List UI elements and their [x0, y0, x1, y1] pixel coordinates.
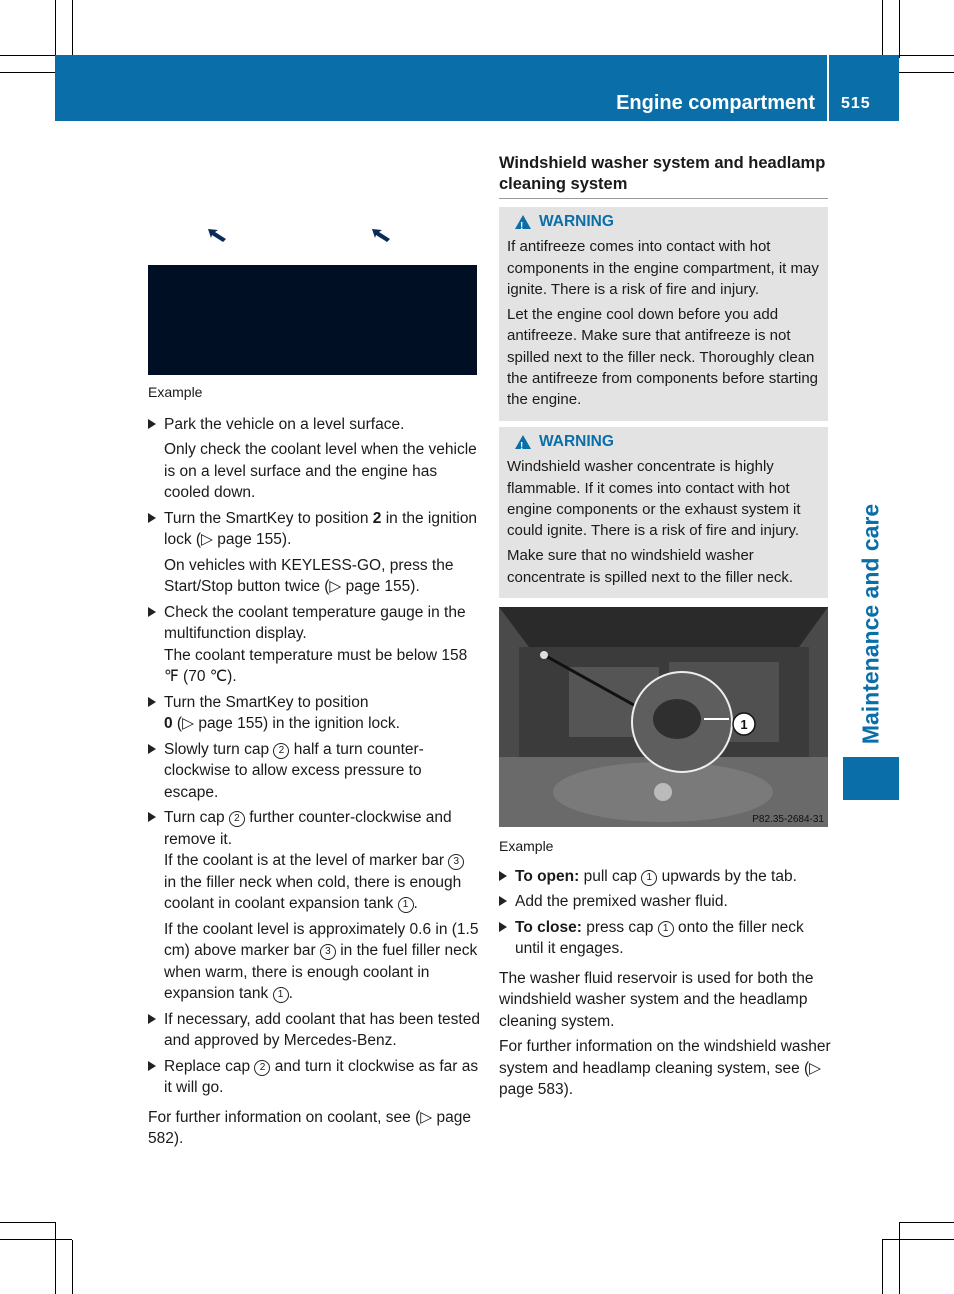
crop-mark [882, 1240, 883, 1294]
body-paragraph: The washer fluid reservoir is used for both the windshield washer system and the headlamp cleaning system. [499, 969, 814, 1030]
crop-mark [899, 0, 900, 58]
bullet-triangle-icon [148, 744, 156, 754]
right-column [499, 838, 831, 1105]
bullet-triangle-icon [148, 1061, 156, 1071]
section-title: Engine compartment [616, 92, 815, 114]
crop-mark [899, 1222, 900, 1294]
step-text: Add the premixed washer fluid. [515, 893, 728, 910]
bullet-triangle-icon [148, 419, 156, 429]
image-caption: Example [499, 838, 554, 854]
warning-triangle-icon [515, 435, 531, 449]
callout-marker: 1 [273, 987, 289, 1003]
engine-illustration [499, 607, 828, 827]
instruction-step [148, 692, 480, 735]
step-text: (▷ page 155) in the ignition lock. [172, 715, 400, 732]
step-note: in the filler neck when cold, there is enough coolant in coolant expansion tank [164, 873, 462, 912]
crop-mark [0, 55, 55, 56]
warning-title [507, 211, 820, 232]
warning-text: If antifreeze comes into contact with hot components in the engine compartment, it may ignite. There is a risk of fire and injury. [507, 238, 819, 298]
crop-mark [899, 55, 954, 56]
page-header [55, 55, 899, 121]
footer-reference: For further information on coolant, see (▷ page 582). [148, 1108, 471, 1147]
callout-marker: 1 [398, 897, 414, 913]
step-text: in the ignition lock (▷ page 155). [164, 509, 478, 548]
section-heading: Windshield washer system and headlamp cleaning system [499, 153, 828, 199]
step-note: On vehicles with KEYLESS-GO, press the Start/Stop button twice (▷ page 155). [164, 556, 454, 595]
step-note: If the coolant is at the level of marker bar [164, 852, 449, 869]
bullet-triangle-icon [499, 922, 507, 932]
step-text: press cap [581, 918, 658, 936]
image-caption: Example [148, 384, 203, 400]
step-text: pull cap [579, 867, 642, 885]
image-callout: 1 [740, 717, 748, 732]
warning-title [507, 431, 820, 452]
crop-mark [882, 0, 883, 55]
callout-marker: 3 [448, 854, 464, 870]
instruction-step [148, 807, 480, 915]
bullet-triangle-icon [499, 896, 507, 906]
instruction-step [148, 508, 480, 551]
step-text: and turn it clockwise as far as it will go. [164, 1057, 479, 1096]
chapter-side-label: Maintenance and care [857, 503, 884, 745]
arrow-icon [205, 226, 229, 246]
image-reference-label: P82.35-2684-31 [752, 814, 824, 825]
crop-mark [882, 1239, 954, 1240]
warning-triangle-icon [515, 215, 531, 229]
step-text: Replace cap [164, 1057, 255, 1075]
bullet-triangle-icon [148, 1014, 156, 1024]
instruction-step [148, 1056, 480, 1099]
instruction-step [148, 1009, 480, 1052]
chapter-tab [843, 757, 899, 800]
step-note [148, 919, 480, 1005]
step-text: Turn the SmartKey to position [164, 693, 369, 711]
callout-marker: 2 [229, 811, 245, 827]
warning-label: WARNING [539, 433, 614, 450]
crop-mark [72, 1240, 73, 1294]
bullet-triangle-icon [148, 513, 156, 523]
step-label: To close: [515, 918, 582, 936]
crop-mark [899, 72, 954, 73]
instruction-step [148, 602, 480, 688]
crop-mark [0, 72, 55, 73]
step-note: If the coolant level is approximately 0.6 in (1.5 cm) above marker bar [164, 920, 479, 959]
step-text: Turn the SmartKey to position [164, 509, 373, 527]
engine-compartment-photo [499, 607, 828, 827]
callout-marker: 2 [273, 743, 289, 759]
crop-mark [55, 0, 56, 58]
instruction-step [499, 917, 831, 960]
callout-marker: 1 [641, 870, 657, 886]
step-text: Turn cap [164, 809, 229, 826]
crop-mark [899, 1222, 954, 1223]
bullet-triangle-icon [148, 812, 156, 822]
arrow-icon [369, 226, 393, 246]
instruction-step [499, 891, 831, 913]
callout-marker: 3 [320, 944, 336, 960]
step-text: Check the coolant temperature gauge in the multifunction display. [164, 603, 466, 642]
callout-marker: 1 [658, 921, 674, 937]
position-value: 2 [372, 509, 382, 527]
instruction-step [148, 739, 480, 804]
step-text: Park the vehicle on a level surface. [164, 415, 405, 433]
warning-text: Let the engine cool down before you add antifreeze. Make sure that antifreeze is not spilled next to the filler neck. Thoroughly clean the antifreeze from components before starting the engine. [507, 306, 819, 409]
warning-text: Make sure that no windshield washer concentrate is spilled next to the filler neck. [507, 547, 793, 586]
bullet-triangle-icon [148, 697, 156, 707]
position-value: 0 [164, 715, 173, 732]
body-paragraph: For further information on the windshield washer system and headlamp cleaning system, see (▷ page 583). [499, 1038, 831, 1098]
step-note: . [288, 985, 293, 1002]
warning-box [499, 427, 828, 598]
step-note: . [413, 895, 418, 912]
crop-mark [72, 0, 73, 55]
step-text: upwards by the tab. [657, 867, 797, 885]
crop-mark [0, 1222, 55, 1223]
step-label: To open: [515, 867, 580, 885]
page-number: 515 [841, 95, 871, 112]
warning-box [499, 207, 828, 421]
coolant-tank-image [148, 265, 477, 375]
instruction-step [499, 866, 831, 888]
left-column [148, 384, 480, 1154]
crop-mark [55, 1222, 56, 1294]
step-text: If necessary, add coolant that has been tested and approved by Mercedes-Benz. [164, 1010, 480, 1049]
step-text: Slowly turn cap [164, 740, 274, 758]
warning-text: Windshield washer concentrate is highly flammable. If it comes into contact with hot engine components or the exhaust system it could ignite. There is a risk of fire and injury. [507, 458, 801, 540]
step-text: half a turn counter-clockwise to allow excess pressure to escape. [164, 740, 424, 801]
callout-marker: 2 [254, 1060, 270, 1076]
header-divider [827, 55, 829, 121]
bullet-triangle-icon [499, 871, 507, 881]
step-text: onto the filler neck until it engages. [515, 918, 804, 957]
step-text: The coolant temperature must be below 158 ℉ (70 ℃). [164, 646, 468, 685]
warning-label: WARNING [539, 213, 614, 230]
instruction-step [148, 414, 480, 436]
step-note: in the fuel filler neck when warm, there is enough coolant in expansion tank [164, 942, 478, 1002]
step-text: further counter-clockwise and remove it. [164, 809, 452, 848]
crop-mark [0, 1239, 72, 1240]
bullet-triangle-icon [148, 607, 156, 617]
step-note: Only check the coolant level when the vehicle is on a level surface and the engine has cooled down. [164, 441, 477, 501]
